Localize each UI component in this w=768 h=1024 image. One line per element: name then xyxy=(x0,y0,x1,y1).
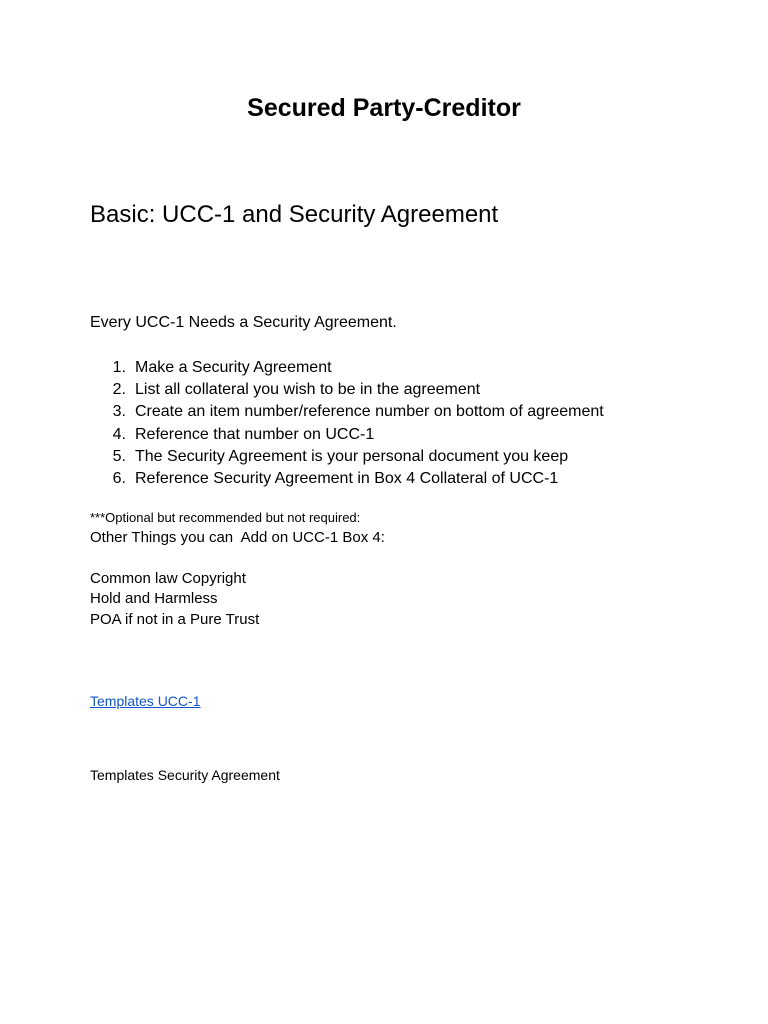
templates-ucc1-link[interactable]: Templates UCC-1 xyxy=(90,693,201,709)
list-item xyxy=(90,468,604,490)
optional-note: ***Optional but recommended but not required: xyxy=(90,510,361,525)
list-item-text: Reference that number on UCC-1 xyxy=(135,425,375,443)
list-item xyxy=(90,446,604,468)
section-heading: Basic: UCC-1 and Security Agreement xyxy=(90,201,499,228)
list-item-text: Make a Security Agreement xyxy=(135,359,332,376)
list-item-number: 1. xyxy=(112,359,126,376)
list-item-text: The Security Agreement is your personal document you keep xyxy=(135,447,569,465)
list-item-number: 2. xyxy=(112,381,126,399)
steps-list xyxy=(90,357,604,490)
list-item: POA if not in a Pure Trust xyxy=(90,610,260,628)
list-item: Hold and Harmless xyxy=(90,590,218,608)
list-item-number: 3. xyxy=(112,403,126,421)
list-item-text: List all collateral you wish to be in the agreement xyxy=(135,381,481,399)
document-title: Secured Party-Creditor xyxy=(247,94,521,122)
list-item xyxy=(90,424,604,446)
extras-list xyxy=(90,569,259,630)
intro-text: Every UCC-1 Needs a Security Agreement. xyxy=(90,314,397,331)
other-things-heading: Other Things you can Add on UCC-1 Box 4: xyxy=(90,529,385,546)
list-item-number: 6. xyxy=(112,469,126,487)
list-item-number: 4. xyxy=(112,425,126,443)
list-item: Common law Copyright xyxy=(90,570,246,587)
list-item-text: Create an item number/reference number on bottom of agreement xyxy=(135,403,604,421)
list-item xyxy=(90,379,604,401)
list-item xyxy=(90,401,604,423)
list-item-text: Reference Security Agreement in Box 4 Collateral of UCC-1 xyxy=(135,469,559,487)
list-item-number: 5. xyxy=(112,447,126,465)
templates-security-agreement-text: Templates Security Agreement xyxy=(90,767,280,783)
list-item xyxy=(90,357,604,379)
